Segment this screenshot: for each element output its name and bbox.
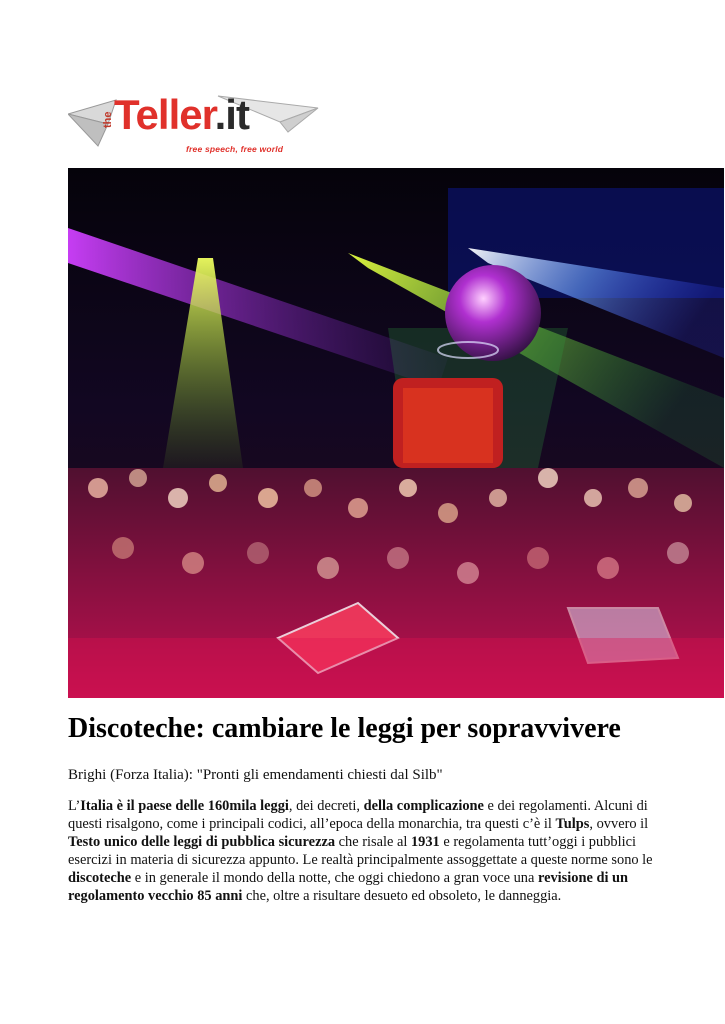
logo-name: Teller: [114, 91, 215, 138]
body-bold: 1931: [410, 834, 440, 850]
body-bold: della complicazione: [363, 798, 484, 814]
body-text: e regolamenta tutt’oggi i pubblici esercizi in materia di sicurezza appunto. Le realtà principalmente assoggettate a queste norme sono le: [68, 834, 653, 868]
logo-wordmark: [114, 91, 249, 138]
body-text: e dei regolamenti. Alcuni di questi risalgono, come i principali codici, all’epoca della monarchia, tra questi c’è il: [68, 798, 648, 832]
body-text: , ovvero il: [589, 816, 649, 832]
logo-suffix: .it: [214, 91, 249, 138]
body-text: L’: [68, 798, 81, 814]
body-text: che, oltre a risultare desueto ed obsoleto, le danneggia.: [242, 888, 562, 904]
body-bold: revisione di un regolamento vecchio 85 anni: [68, 870, 629, 904]
logo-tagline: free speech, free world: [186, 144, 284, 154]
article-subtitle: Brighi (Forza Italia): "Pronti gli emendamenti chiesti dal Silb": [68, 767, 443, 783]
body-bold: discoteche: [68, 870, 132, 886]
disco-photo: [68, 168, 724, 698]
body-bold: Italia è il paese delle 160mila leggi: [80, 798, 289, 814]
body-text: che risale al: [335, 834, 411, 850]
body-text: e in generale il mondo della notte, che oggi chiedono a gran voce una: [131, 870, 538, 886]
logo-prefix: the: [102, 111, 114, 128]
body-bold: Testo unico delle leggi di pubblica sicurezza: [68, 834, 336, 850]
article-body: [68, 797, 664, 905]
article-photo: [68, 168, 724, 698]
article-title: Discoteche: cambiare le leggi per sopravvivere: [68, 713, 621, 744]
body-bold: Tulps: [555, 816, 590, 832]
body-text: , dei decreti,: [288, 798, 364, 814]
